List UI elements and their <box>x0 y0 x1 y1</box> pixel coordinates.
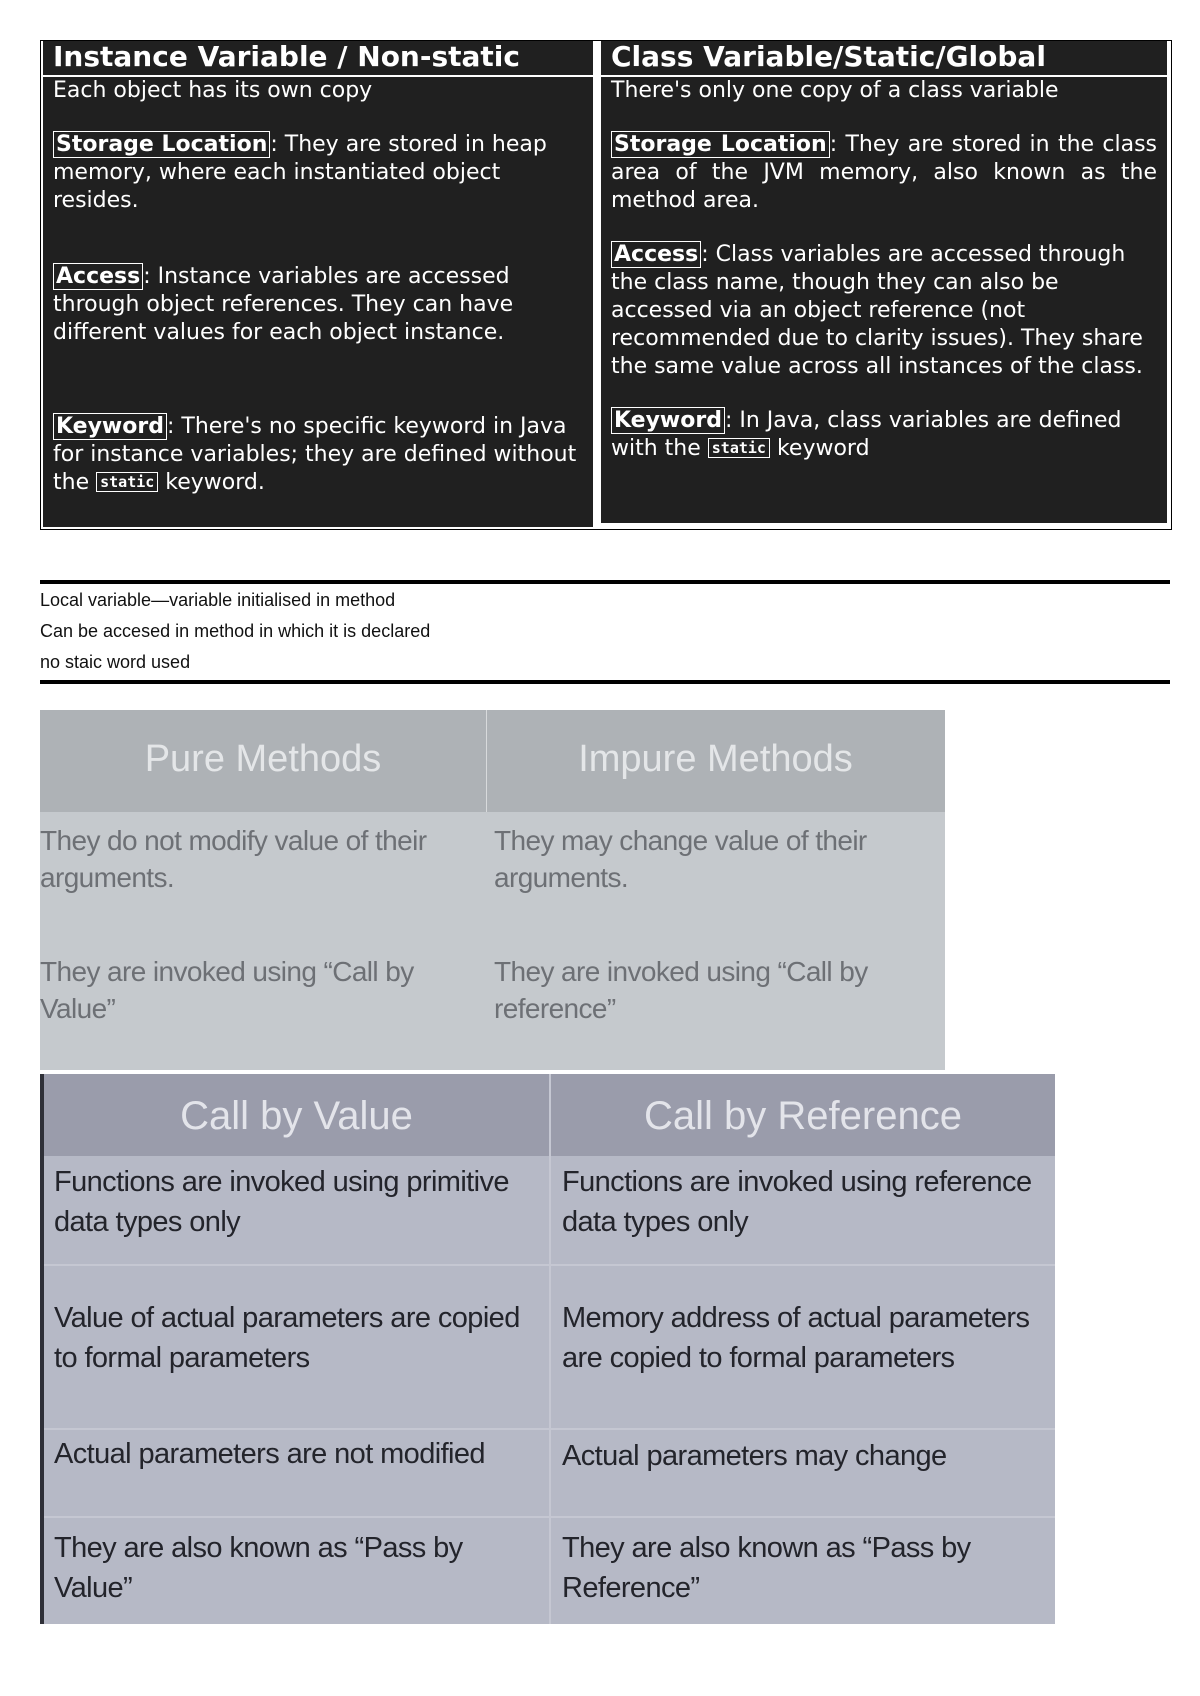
table-cell: They may change value of their arguments. <box>494 825 867 893</box>
instance-keyword-text-after: keyword. <box>158 470 265 495</box>
class-access-text: : Class variables are accessed through the class name, though they can also be accessed via an object reference (not recommended due to clarity issues). They share the same value across all instances of the class. <box>611 242 1143 379</box>
pure-impure-methods-table <box>40 710 945 1070</box>
class-keyword-text-after: keyword <box>769 436 870 461</box>
class-keyword-text-before: : In Java, class variables are defined with the <box>611 408 1122 461</box>
table-cell: They are also known as “Pass by Reference” <box>562 1532 971 1604</box>
header-call-by-reference: Call by Reference <box>644 1094 962 1138</box>
instance-access <box>53 263 583 347</box>
table-cell: They are invoked using “Call by reference” <box>494 956 868 1024</box>
header-call-by-value: Call by Value <box>180 1094 413 1138</box>
row-divider <box>44 1428 1055 1430</box>
row-divider <box>44 1516 1055 1518</box>
instance-intro: Each object has its own copy <box>53 78 373 103</box>
local-note-2: Can be accesed in method in which it is declared <box>40 621 431 641</box>
class-storage-text: : They are stored in the class area of the JVM memory, also known as the method area. <box>611 132 1157 213</box>
class-intro: There's only one copy of a class variable <box>611 78 1059 103</box>
row-divider <box>44 1264 1055 1266</box>
top-rule <box>40 580 1170 584</box>
static-code-tag: static <box>708 438 770 458</box>
class-variable-heading: Class Variable/Static/Global <box>601 41 1167 77</box>
keyword-label: Keyword <box>53 413 167 440</box>
table-cell: Functions are invoked using reference data types only <box>562 1166 1032 1238</box>
variables-comparison-table <box>40 40 1172 530</box>
header-impure-methods: Impure Methods <box>578 738 853 780</box>
access-label: Access <box>53 263 143 290</box>
instance-access-text: : Instance variables are accessed through object references. They can have different values for each object instance. <box>53 264 514 345</box>
table-cell: They are invoked using “Call by Value” <box>40 956 414 1024</box>
class-storage <box>611 131 1157 215</box>
table-cell: Value of actual parameters are copied to formal parameters <box>54 1302 520 1374</box>
local-note-3: no staic word used <box>40 652 191 672</box>
bottom-rule <box>40 680 1170 684</box>
column-divider <box>593 41 601 527</box>
access-label: Access <box>611 241 701 268</box>
header-pure-methods: Pure Methods <box>144 738 382 780</box>
instance-storage-text: : They are stored in heap memory, where each instantiated object resides. <box>53 132 547 213</box>
storage-location-label: Storage Location <box>53 131 270 158</box>
table-cell: Actual parameters are not modified <box>54 1438 485 1470</box>
instance-variable-heading: Instance Variable / Non-static <box>43 41 593 77</box>
class-access <box>611 241 1157 381</box>
column-divider <box>549 1074 551 1624</box>
call-by-value-reference-table <box>40 1074 1055 1624</box>
static-code-tag: static <box>96 472 158 492</box>
class-variable-column <box>601 41 1167 523</box>
storage-location-label: Storage Location <box>611 131 830 158</box>
instance-keyword-text-before: : There's no specific keyword in Java for instance variables; they are defined without the <box>53 414 577 495</box>
table-cell: Functions are invoked using primitive data types only <box>54 1166 509 1238</box>
instance-variable-column <box>43 41 593 527</box>
instance-storage <box>53 131 583 215</box>
local-note-1: Local variable—variable initialised in method <box>40 590 396 610</box>
table-cell: They are also known as “Pass by Value” <box>54 1532 463 1604</box>
class-keyword <box>611 407 1157 464</box>
keyword-label: Keyword <box>611 407 725 434</box>
table-cell: Actual parameters may change <box>562 1440 947 1472</box>
table-cell: Memory address of actual parameters are copied to formal parameters <box>562 1302 1030 1374</box>
instance-keyword <box>53 413 583 498</box>
table-cell: They do not modify value of their arguments. <box>40 825 427 893</box>
